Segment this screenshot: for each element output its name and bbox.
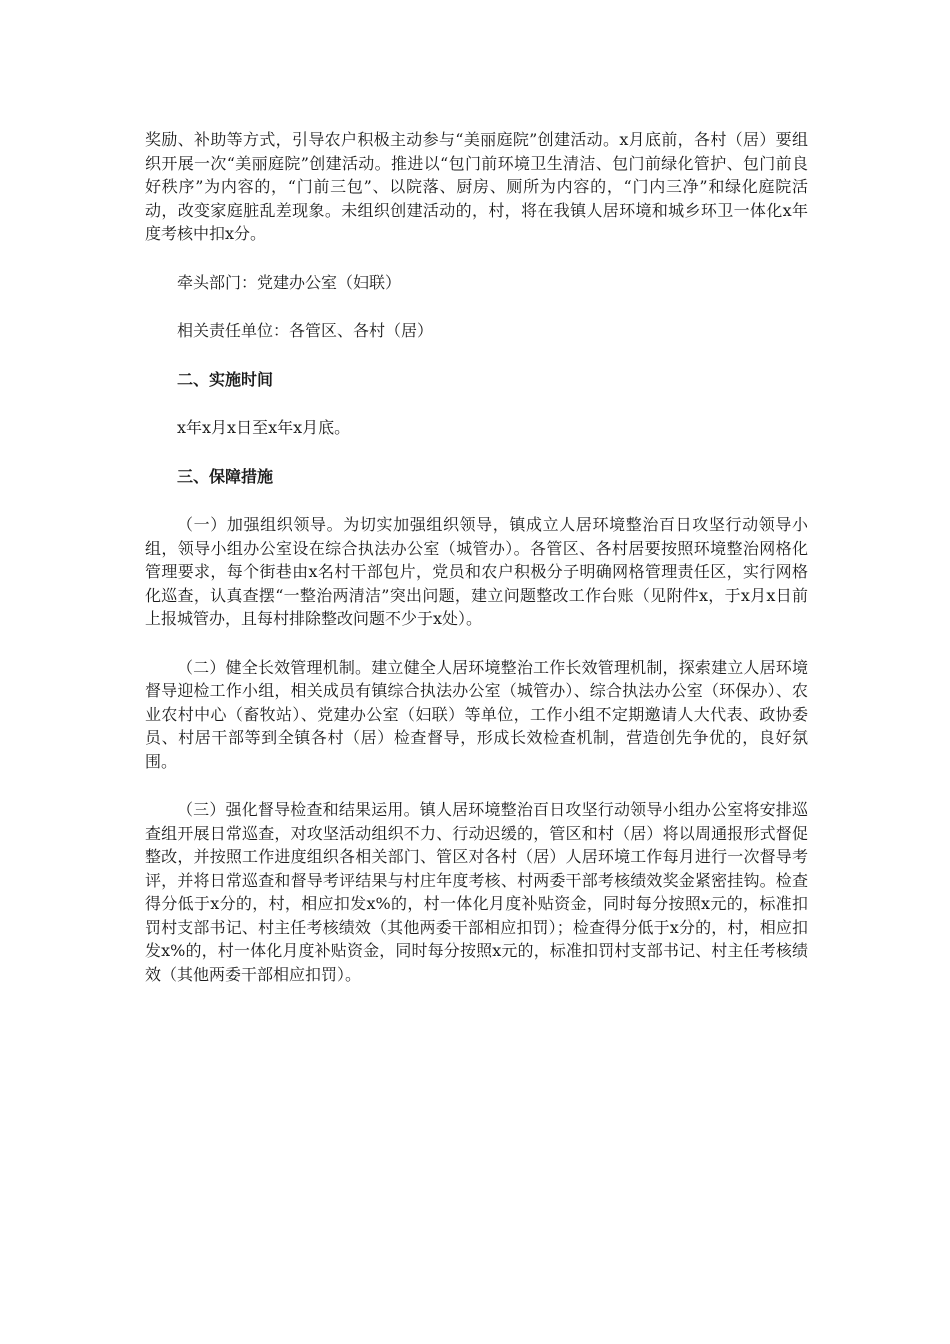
time-range: x年x月x日至x年x月底。 [177, 418, 351, 437]
section-heading-safeguards: 三、保障措施 [177, 466, 274, 486]
related-units: 相关责任单位：各管区、各村（居） [177, 321, 434, 340]
lead-department: 牵头部门：党建办公室（妇联） [177, 272, 402, 292]
document-page [145, 128, 808, 1011]
measure-paragraph-3: （三）强化督导检查和结果运用。镇人居环境整治百日攻坚行动领导小组办公室将安排巡查组开展日常巡查，对攻坚活动组织不力、行动迟缓的，管区和村（居）将以周通报形式督促整改，并按照工作进度组织各相关部门、管区对各村（居）人居环境工作每月进行一次督导考评，并将日常巡查和督导考评结果与村庄年度考核、村两委干部考核绩效奖金紧密挂钩。检查得分低于x分的，村，相应扣发x%的，村一体化月度补贴资金，同时每分按照x元的，标准扣罚村支部书记、村主任考核绩效（其他两委干部相应扣罚）；检查得分低于x分的，村，相应扣发x%的，村一体化月度补贴资金，同时每分按照x元的，标准扣罚村支部书记、村主任考核绩效（其他两委干部相应扣罚）。 [145, 800, 808, 984]
intro-paragraph: 奖励、补助等方式，引导农户积极主动参与“美丽庭院”创建活动。x月底前，各村（居）要组织开展一次“美丽庭院”创建活动。推进以“包门前环境卫生清洁、包门前绿化管护、包门前良好秩序”为内容的，“门前三包”、以院落、厨房、厕所为内容的，“门内三净”和绿化庭院活动，改变家庭脏乱差现象。未组织创建活动的，村，将在我镇人居环境和城乡环卫一体化x年度考核中扣x分。 [145, 130, 808, 243]
measure-paragraph-1: （一）加强组织领导。为切实加强组织领导，镇成立人居环境整治百日攻坚行动领导小组，领导小组办公室设在综合执法办公室（城管办）。各管区、各村居要按照环境整治网格化管理要求，每个街巷由x名村干部包片，党员和农户积极分子明确网格管理责任区，实行网格化巡查，认真查摆“一整治两清洁”突出问题，建立问题整改工作台账（见附件x，于x月x日前上报城管办，且每村排除整改问题不少于x处）。 [145, 515, 808, 628]
measure-paragraph-2: （二）健全长效管理机制。建立健全人居环境整治工作长效管理机制，探索建立人居环境督导迎检工作小组，相关成员有镇综合执法办公室（城管办）、综合执法办公室（环保办）、农业农村中心（畜牧站）、党建办公室（妇联）等单位，工作小组不定期邀请人大代表、政协委员、村居干部等到全镇各村（居）检查督导，形成长效检查机制，营造创先争优的，良好氛围。 [145, 657, 808, 771]
section-heading-implementation-time: 二、实施时间 [177, 369, 274, 389]
